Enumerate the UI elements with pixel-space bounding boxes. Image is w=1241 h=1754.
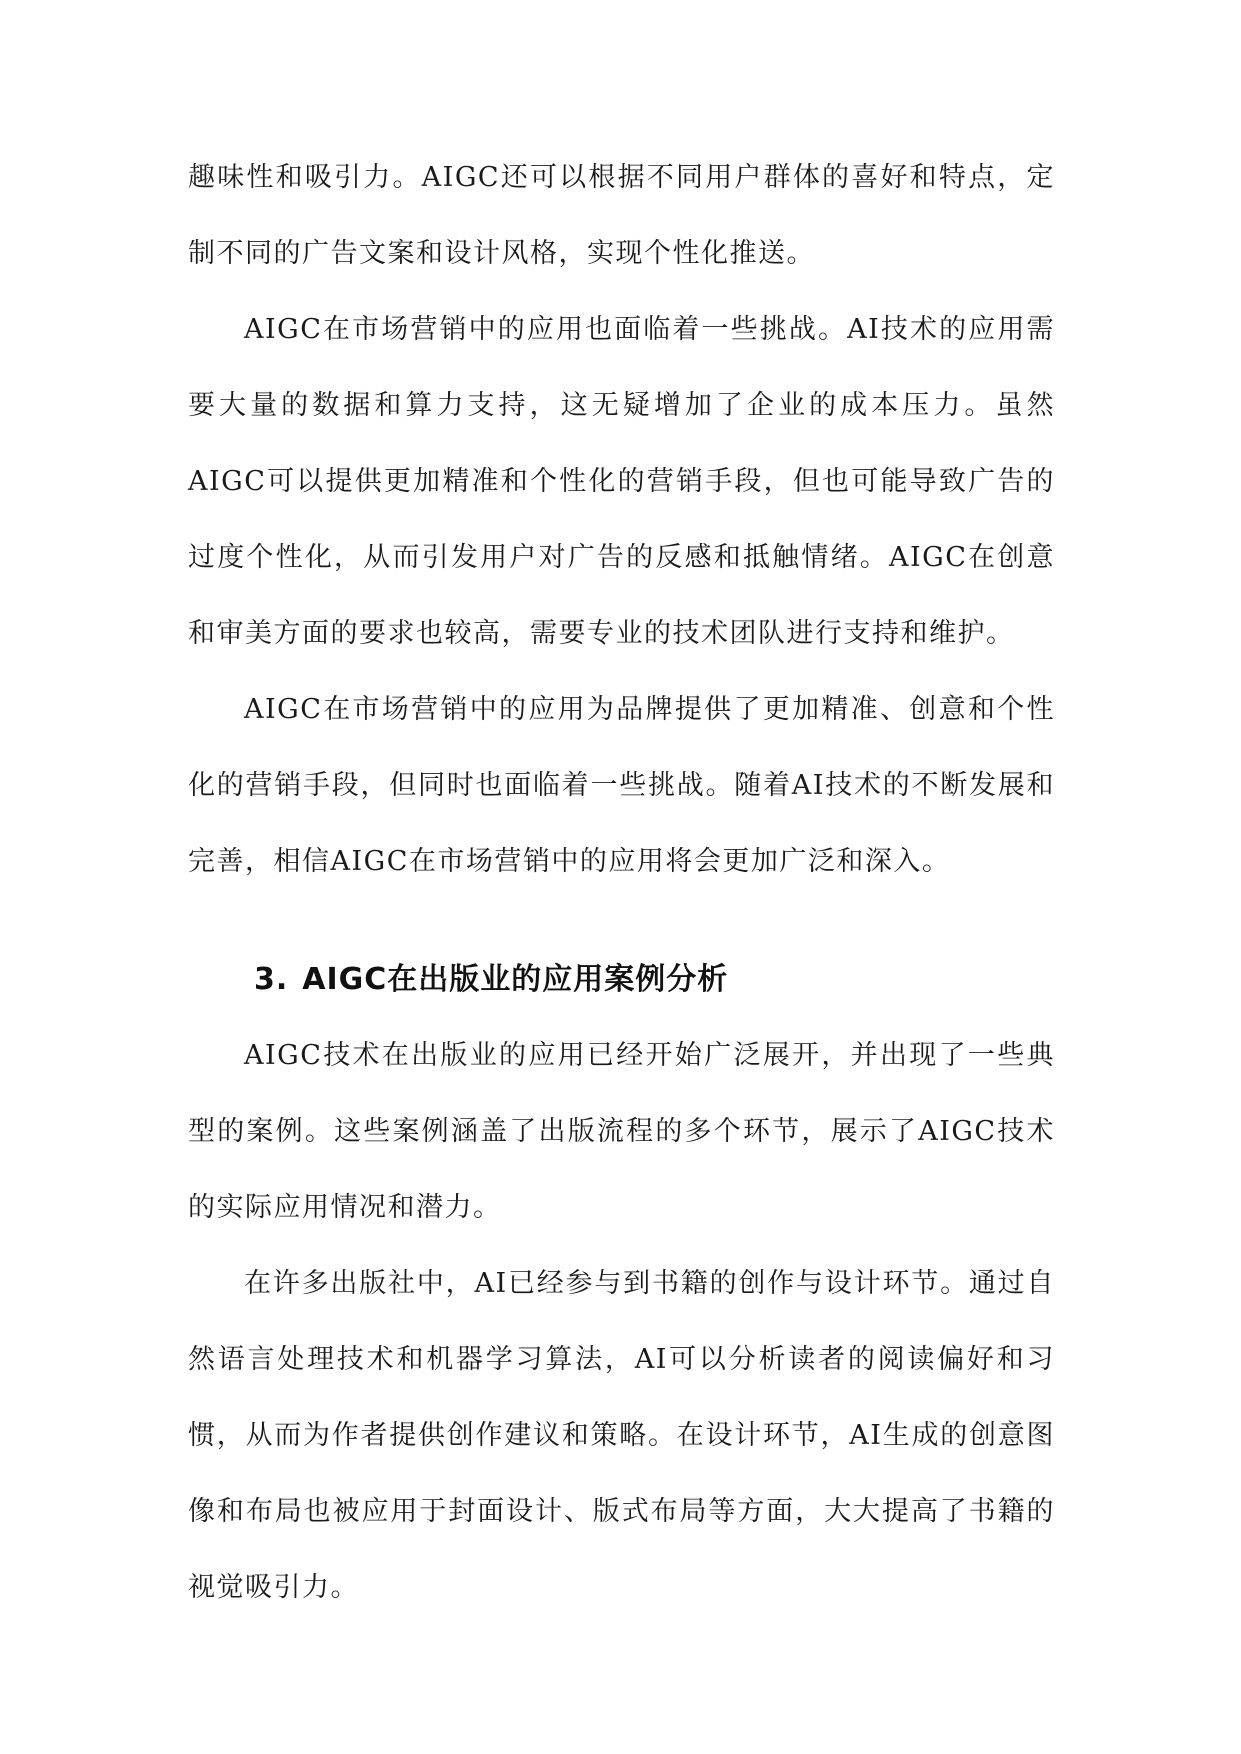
document-body bbox=[188, 140, 1055, 1626]
section-title: AIGC在出版业的应用案例分析 bbox=[302, 962, 729, 997]
paragraph-continuation: 趣味性和吸引力。AIGC还可以根据不同用户群体的喜好和特点，定制不同的广告文案和设计风格，实现个性化推送。 bbox=[188, 162, 1055, 269]
section-heading bbox=[188, 942, 1055, 1018]
paragraph-challenges: AIGC在市场营销中的应用也面临着一些挑战。AI技术的应用需要大量的数据和算力支持，这无疑增加了企业的成本压力。虽然AIGC可以提供更加精准和个性化的营销手段，但也可能导致广告的过度个性化，从而引发用户对广告的反感和抵触情绪。AIGC在创意和审美方面的要求也较高，需要专业的技术团队进行支持和维护。 bbox=[188, 314, 1055, 649]
paragraph-publishing-cases: 在许多出版社中，AI已经参与到书籍的创作与设计环节。通过自然语言处理技术和机器学习算法，AI可以分析读者的阅读偏好和习惯，从而为作者提供创作建议和策略。在设计环节，AI生成的创意图像和布局也被应用于封面设计、版式布局等方面，大大提高了书籍的视觉吸引力。 bbox=[188, 1268, 1055, 1603]
section-number: 3. bbox=[254, 962, 289, 997]
paragraph-publishing-intro: AIGC技术在出版业的应用已经开始广泛展开，并出现了一些典型的案例。这些案例涵盖了出版流程的多个环节，展示了AIGC技术的实际应用情况和潜力。 bbox=[188, 1040, 1055, 1223]
paragraph-summary: AIGC在市场营销中的应用为品牌提供了更加精准、创意和个性化的营销手段，但同时也面临着一些挑战。随着AI技术的不断发展和完善，相信AIGC在市场营销中的应用将会更加广泛和深入。 bbox=[188, 694, 1055, 877]
